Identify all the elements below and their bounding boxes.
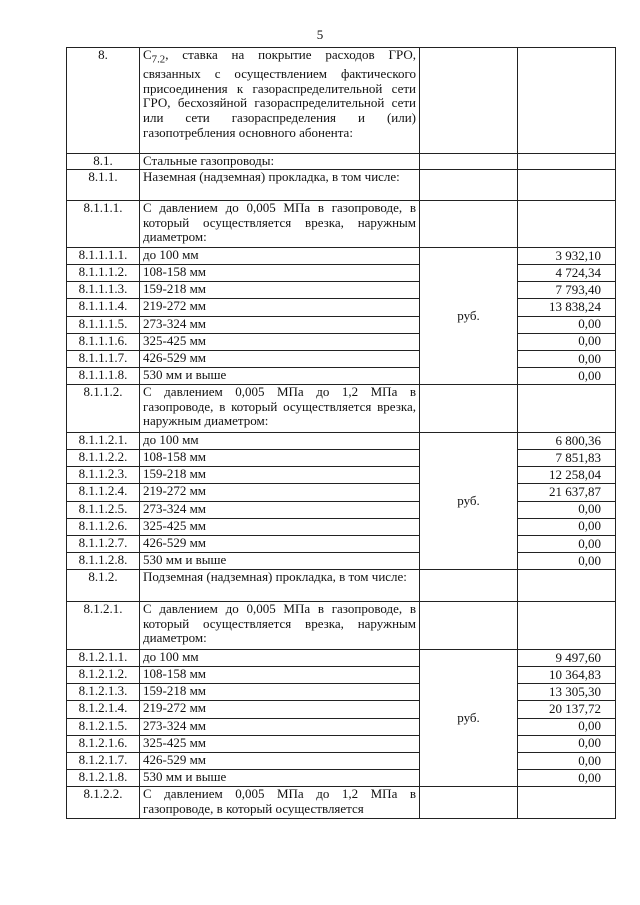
row-number: 8.1.2.1.6. bbox=[67, 735, 140, 752]
unit-cell: руб. bbox=[420, 433, 518, 570]
unit-cell bbox=[420, 48, 518, 154]
row-number: 8.1.1.2. bbox=[67, 385, 140, 433]
row-number: 8.1.1.1.8. bbox=[67, 367, 140, 384]
row-description: 108-158 мм bbox=[140, 450, 420, 467]
rate-value: 0,00 bbox=[518, 501, 615, 518]
row-number: 8.1.1.1.7. bbox=[67, 350, 140, 367]
unit-cell bbox=[420, 602, 518, 650]
table-row bbox=[67, 433, 616, 450]
rate-value: 0,00 bbox=[518, 518, 615, 535]
row-number: 8.1.2.1.7. bbox=[67, 752, 140, 769]
row-number: 8.1.1.2.5. bbox=[67, 501, 140, 518]
values-list bbox=[518, 248, 615, 384]
unit-cell: руб. bbox=[420, 248, 518, 385]
row-number: 8.1.1.2.3. bbox=[67, 467, 140, 484]
row-description: до 100 мм bbox=[140, 650, 420, 667]
value-cell bbox=[518, 602, 616, 650]
row-description: 273-324 мм bbox=[140, 501, 420, 518]
row-description: 426-529 мм bbox=[140, 535, 420, 552]
row-number: 8.1.1.2.2. bbox=[67, 450, 140, 467]
row-number: 8.1.2.1.3. bbox=[67, 684, 140, 701]
value-cell bbox=[518, 570, 616, 602]
rate-value: 0,00 bbox=[518, 350, 615, 367]
values-list bbox=[518, 650, 615, 786]
row-description: до 100 мм bbox=[140, 433, 420, 450]
row-description: 108-158 мм bbox=[140, 265, 420, 282]
row-description: 325-425 мм bbox=[140, 735, 420, 752]
rate-value: 21 637,87 bbox=[518, 483, 615, 500]
rate-value: 0,00 bbox=[518, 735, 615, 752]
values-list bbox=[518, 433, 615, 569]
row-description: до 100 мм bbox=[140, 248, 420, 265]
tariff-table-body bbox=[67, 48, 616, 819]
row-description: 426-529 мм bbox=[140, 752, 420, 769]
unit-cell bbox=[420, 570, 518, 602]
row-number: 8.1.1.2.7. bbox=[67, 535, 140, 552]
row-description: Стальные газопроводы: bbox=[140, 154, 420, 170]
row-number: 8.1.1.1.4. bbox=[67, 299, 140, 316]
row-number: 8.1.1.2.1. bbox=[67, 433, 140, 450]
row-number: 8.1.1.1.6. bbox=[67, 333, 140, 350]
rate-value: 0,00 bbox=[518, 316, 615, 333]
unit-cell bbox=[420, 787, 518, 819]
value-cell bbox=[518, 201, 616, 248]
value-cell bbox=[518, 48, 616, 154]
row-description: 219-272 мм bbox=[140, 701, 420, 718]
rate-value: 0,00 bbox=[518, 367, 615, 384]
rate-value: 3 932,10 bbox=[555, 247, 601, 263]
unit-cell bbox=[420, 201, 518, 248]
row-number: 8.1.1. bbox=[67, 170, 140, 201]
row-number: 8. bbox=[67, 48, 140, 154]
row-description: Подземная (надземная) прокладка, в том числе: bbox=[140, 570, 420, 602]
page-number: 5 bbox=[316, 27, 324, 42]
rate-value: 9 497,60 bbox=[555, 649, 601, 665]
row-description: 159-218 мм bbox=[140, 684, 420, 701]
table-row bbox=[67, 48, 616, 154]
table-row bbox=[67, 385, 616, 433]
row-description: $C_{7.2}$, ставка на покрытие расходов ГРО, связанных с осуществлением фактического присоединения к газораспределительной сети ГРО, бесхозяйной газораспределительной сети или сети газораспределения и (или) газопотребления основного абонента: bbox=[140, 48, 420, 154]
values-cell bbox=[518, 248, 616, 385]
tariff-table bbox=[66, 47, 616, 819]
value-cell bbox=[518, 154, 616, 170]
unit-cell: руб. bbox=[420, 650, 518, 787]
row-description: С давлением до 0,005 МПа в газопроводе, в который осуществляется врезка, наружным диаметром: bbox=[140, 602, 420, 650]
rate-value: 12 258,04 bbox=[518, 466, 615, 483]
rate-value: 7 793,40 bbox=[518, 281, 615, 298]
values-cell bbox=[518, 433, 616, 570]
value-cell bbox=[518, 787, 616, 819]
row-number: 8.1.2.1.8. bbox=[67, 769, 140, 786]
unit-cell bbox=[420, 385, 518, 433]
row-description: 108-158 мм bbox=[140, 667, 420, 684]
row-description: С давлением 0,005 МПа до 1,2 МПа в газопроводе, в который осуществляется врезка, наружным диаметром: bbox=[140, 385, 420, 433]
rate-value: 0,00 bbox=[518, 718, 615, 735]
row-number: 8.1.1.1. bbox=[67, 201, 140, 248]
table-row bbox=[67, 154, 616, 170]
table-row bbox=[67, 602, 616, 650]
unit-cell bbox=[420, 170, 518, 201]
row-description: 426-529 мм bbox=[140, 350, 420, 367]
row-description: 530 мм и выше bbox=[140, 552, 420, 569]
rate-value: 13 838,24 bbox=[518, 298, 615, 315]
row-number: 8.1.2.1.4. bbox=[67, 701, 140, 718]
rate-value: 7 851,83 bbox=[518, 449, 615, 466]
table-row bbox=[67, 570, 616, 602]
row-number: 8.1.2.1. bbox=[67, 602, 140, 650]
table-row bbox=[67, 248, 616, 265]
rate-value: 0,00 bbox=[518, 333, 615, 350]
rate-value: 4 724,34 bbox=[518, 264, 615, 281]
row-description: 530 мм и выше bbox=[140, 769, 420, 786]
row-number: 8.1.1.1.2. bbox=[67, 265, 140, 282]
row-description: 219-272 мм bbox=[140, 484, 420, 501]
row-description: 325-425 мм bbox=[140, 518, 420, 535]
values-cell bbox=[518, 650, 616, 787]
rate-value: 10 364,83 bbox=[518, 666, 615, 683]
rate-value: 0,00 bbox=[518, 552, 615, 569]
rate-value: 20 137,72 bbox=[518, 700, 615, 717]
row-number: 8.1.1.1.1. bbox=[67, 248, 140, 265]
row-number: 8.1.1.2.6. bbox=[67, 518, 140, 535]
rate-value: 0,00 bbox=[518, 752, 615, 769]
row-number: 8.1.2.1.1. bbox=[67, 650, 140, 667]
row-description: Наземная (надземная) прокладка, в том числе: bbox=[140, 170, 420, 201]
table-row bbox=[67, 650, 616, 667]
row-description: 325-425 мм bbox=[140, 333, 420, 350]
row-number: 8.1.2.2. bbox=[67, 787, 140, 819]
row-description: С давлением до 0,005 МПа в газопроводе, в который осуществляется врезка, наружным диаметром: bbox=[140, 201, 420, 248]
row-number: 8.1.1.1.3. bbox=[67, 282, 140, 299]
rate-subscript: 7.2 bbox=[151, 53, 166, 66]
unit-cell bbox=[420, 154, 518, 170]
rate-value: 6 800,36 bbox=[555, 432, 601, 448]
row-number: 8.1.2.1.2. bbox=[67, 667, 140, 684]
row-number: 8.1.2. bbox=[67, 570, 140, 602]
rate-value: 0,00 bbox=[518, 535, 615, 552]
value-cell bbox=[518, 385, 616, 433]
row-number: 8.1.1.1.5. bbox=[67, 316, 140, 333]
value-cell bbox=[518, 170, 616, 201]
row-description: 159-218 мм bbox=[140, 282, 420, 299]
rate-value: 13 305,30 bbox=[518, 683, 615, 700]
row-description: С давлением 0,005 МПа до 1,2 МПа в газопроводе, в который осуществляется bbox=[140, 787, 420, 819]
table-row bbox=[67, 787, 616, 819]
row-description: 273-324 мм bbox=[140, 316, 420, 333]
row-description: 273-324 мм bbox=[140, 718, 420, 735]
rate-value: 0,00 bbox=[518, 769, 615, 786]
row-description: 530 мм и выше bbox=[140, 367, 420, 384]
row-number: 8.1.1.2.4. bbox=[67, 484, 140, 501]
row-description: 219-272 мм bbox=[140, 299, 420, 316]
row-description: 159-218 мм bbox=[140, 467, 420, 484]
row-number: 8.1. bbox=[67, 154, 140, 170]
table-row bbox=[67, 170, 616, 201]
row-number: 8.1.2.1.5. bbox=[67, 718, 140, 735]
row-number: 8.1.1.2.8. bbox=[67, 552, 140, 569]
table-row bbox=[67, 201, 616, 248]
